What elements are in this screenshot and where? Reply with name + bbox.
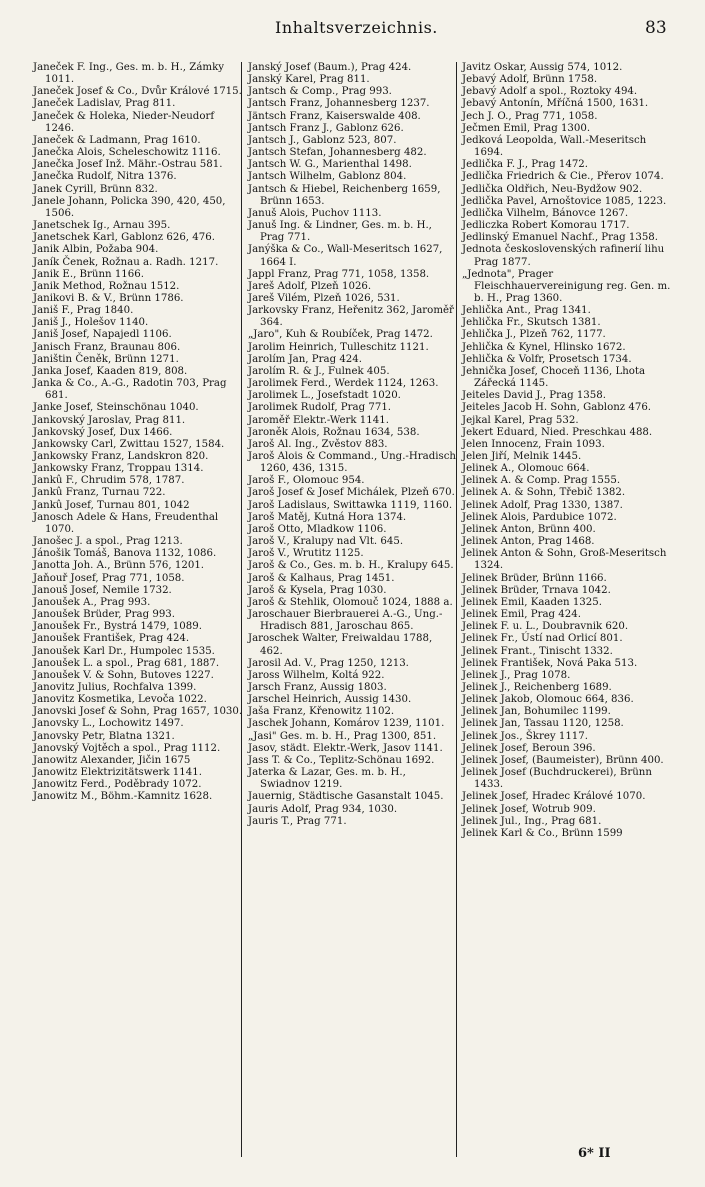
index-entry: Janečka Rudolf, Nitra 1376. — [33, 171, 177, 183]
index-entry: Jantsch Stefan, Johannesberg 482. — [248, 147, 427, 159]
index-entry: Jankowsky Franz, Troppau 1314. — [33, 463, 204, 475]
index-entry: Jelinek A., Olomouc 664. — [462, 463, 590, 475]
index-entry: Jelinek Jakob, Olomouc 664, 836. — [462, 694, 634, 706]
index-entry: Jaroš & Kalhaus, Prag 1451. — [248, 572, 395, 584]
index-entry: Jantsch & Comp., Prag 993. — [248, 86, 392, 98]
index-entry: Jantsch Franz, Johannesberg 1237. — [248, 98, 430, 110]
index-entry: Jebavý Adolf a spol., Roztoky 494. — [462, 86, 638, 98]
index-entry: Jelinek Josef, Wotrub 909. — [462, 803, 596, 815]
index-entry: Janovitz Julius, Rochfalva 1399. — [33, 681, 197, 693]
index-entry: Jelinek Josef, Beroun 396. — [462, 742, 596, 754]
index-entry: Jaroš Ladislaus, Swittawka 1119, 1160. — [248, 499, 453, 511]
index-entry: Jaschek Johann, Komárov 1239, 1101. — [248, 718, 445, 730]
index-entry: Janeček & Holeka, Nieder-Neudorf 1246. — [33, 110, 215, 134]
index-entry: Jeiteles Jacob H. Sohn, Gablonz 476. — [462, 402, 652, 414]
index-entry: Jelinek Alois, Pardubice 1072. — [462, 511, 617, 523]
index-entry: Jarolimek Rudolf, Prag 771. — [248, 402, 392, 414]
index-entry: Janoušek Karl Dr., Humpolec 1535. — [33, 645, 215, 657]
index-entry: Janka & Co., A.-G., Radotin 703, Prag 681. — [33, 378, 227, 402]
index-entry: Janele Johann, Policka 390, 420, 450, 1506. — [33, 195, 226, 219]
index-entry: Jasov, städt. Elektr.-Werk, Jasov 1141. — [248, 742, 443, 754]
index-entry: Jelinek Brüder, Trnava 1042. — [462, 584, 611, 596]
index-entry: Jarolimek L., Josefstadt 1020. — [248, 390, 401, 402]
index-entry: Janiš Josef, Napajedl 1106. — [33, 329, 172, 341]
index-entry: Jelinek J., Reichenberg 1689. — [462, 681, 612, 693]
column-divider — [456, 62, 457, 1157]
index-entry: Janošec J. a spol., Prag 1213. — [33, 536, 183, 548]
index-entry: Jarkovsky Franz, Heřenitz 362, Jaroměř 364. — [248, 305, 454, 329]
index-entry: Jebavý Adolf, Brünn 1758. — [462, 74, 598, 86]
index-entry: Janoušek L. a spol., Prag 681, 1887. — [33, 657, 220, 669]
index-entry: Jelinek Josef, Hradec Králové 1070. — [462, 791, 646, 803]
index-entry: Jass T. & Co., Teplitz-Schönau 1692. — [248, 754, 435, 766]
index-entry: Jelinek Jos., Škrey 1117. — [462, 730, 589, 742]
index-entry: Jelinek A. & Sohn, Třebič 1382. — [462, 487, 626, 499]
index-entry: Jaroš Matěj, Kutná Hora 1374. — [248, 511, 407, 523]
index-entry: Jelinek Emil, Kaaden 1325. — [462, 596, 602, 608]
index-entry: Janík Čenek, Rožnau a. Radh. 1217. — [33, 256, 219, 268]
index-entry: Jareš Adolf, Plzeň 1026. — [248, 280, 372, 292]
index-entry: Jelinek Brüder, Brünn 1166. — [462, 572, 607, 584]
index-entry: Jaroš & Stehlik, Olomouč 1024, 1888 a. — [248, 596, 453, 608]
index-entry: „Jednota", Prager Fleischhauervereinigung reg. Gen. m. b. H., Prag 1360. — [462, 268, 671, 304]
index-entry: Jappl Franz, Prag 771, 1058, 1358. — [248, 268, 430, 280]
index-entry: Jaroš Alois & Command., Ung.-Hradisch 1260, 436, 1315. — [248, 451, 456, 475]
index-entry: Jaroš & Kysela, Prag 1030. — [248, 584, 387, 596]
index-entry: Jedlička Vilhelm, Bánovce 1267. — [462, 207, 629, 219]
index-entry: Jedková Leopolda, Wall.-Meseritsch 1694. — [462, 134, 647, 159]
index-entry: Janoušek Fr., Bystrá 1479, 1089. — [33, 621, 202, 633]
index-entry: Ječmen Emil, Prag 1300. — [462, 122, 591, 134]
index-entry: Janik Method, Rožnau 1512. — [33, 280, 180, 292]
index-entry: Jekert Eduard, Nied. Preschkau 488. — [462, 426, 653, 438]
index-entry: Jaross Wilhelm, Koltá 922. — [248, 669, 385, 681]
index-entry: Janoušek A., Prag 993. — [33, 596, 151, 608]
index-entry: Janouš Josef, Nemile 1732. — [33, 584, 172, 596]
column-divider — [241, 62, 242, 1157]
index-entry: Janeček & Ladmann, Prag 1610. — [33, 134, 201, 146]
index-entry: Jelinek Anton & Sohn, Groß-Meseritsch 1324. — [462, 548, 667, 572]
index-entry: Jelinek František, Nová Paka 513. — [462, 657, 638, 669]
index-entry: Jarolím R. & J., Fulnek 405. — [248, 365, 390, 377]
index-entry: Jelinek Karl & Co., Brünn 1599 — [462, 827, 623, 839]
index-entry: Jejkal Karel, Prag 532. — [462, 414, 579, 426]
index-entry: Jauris T., Prag 771. — [248, 815, 347, 827]
index-entry: Jarsch Franz, Aussig 1803. — [248, 681, 387, 693]
index-entry: Jánošik Tomáš, Banova 1132, 1086. — [33, 548, 217, 560]
index-entry: Jech J. O., Prag 771, 1058. — [462, 110, 598, 122]
index-entry: Jankû Franz, Turnau 722. — [33, 487, 166, 499]
index-entry: Jehlička & Volfr, Prosetsch 1734. — [462, 353, 632, 365]
index-entry: Jarschel Heinrich, Aussig 1430. — [248, 694, 412, 706]
index-entry: Jelinek Jan, Bohumilec 1199. — [462, 706, 611, 718]
index-entry: Janský Josef (Baum.), Prag 424. — [248, 62, 412, 73]
index-entry: Janisch Franz, Braunau 806. — [33, 341, 181, 353]
index-entry: Janiš F., Prag 1840. — [33, 305, 134, 317]
index-entry: Janeček F. Ing., Ges. m. b. H., Zámky 1011. — [33, 62, 225, 86]
index-entry: Jarolim Heinrich, Tulleschitz 1121. — [248, 341, 429, 353]
index-entry: Jankowsky Franz, Landskron 820. — [33, 451, 209, 462]
index-entry: Janetschek Karl, Gablonz 626, 476. — [33, 232, 215, 244]
index-entry: Janoušek Brüder, Prag 993. — [33, 609, 176, 621]
index-entry: Jarolimek Ferd., Werdek 1124, 1263. — [248, 378, 439, 390]
index-entry: Jelen Jiří, Melnik 1445. — [462, 451, 582, 462]
index-entry: Jehlička & Kynel, Hlinsko 1672. — [462, 341, 626, 353]
index-entry: Jaroš V., Wrutitz 1125. — [248, 548, 364, 560]
index-entry: Janovsky Petr, Blatna 1321. — [33, 730, 175, 742]
index-entry: Jelinek Josef (Buchdruckerei), Brünn 1433. — [462, 767, 652, 791]
index-entry: Jaroš Al. Ing., Zvěstov 883. — [248, 438, 388, 450]
index-entry: Janiš J., Holešov 1140. — [33, 317, 149, 329]
index-entry: Jankû Josef, Turnau 801, 1042 — [33, 499, 190, 511]
index-entry: Janowitz M., Böhm.-Kamnitz 1628. — [33, 791, 213, 803]
index-entry: Jankû F., Chrudim 578, 1787. — [33, 475, 185, 487]
index-entry: Jedlička Friedrich & Cie., Přerov 1074. — [462, 171, 664, 183]
index-entry: Jelinek Anton, Prag 1468. — [462, 536, 595, 548]
index-entry: Janečka Josef Inž. Mähr.-Ostrau 581. — [33, 159, 223, 171]
index-entry: Jelinek Anton, Brünn 400. — [462, 523, 596, 535]
page-title: Inhaltsverzeichnis. — [275, 18, 438, 37]
page-number: 83 — [645, 18, 667, 38]
index-column-3 — [462, 62, 677, 840]
index-entry: Jankovský Jaroslav, Prag 811. — [33, 414, 186, 426]
index-column-2 — [248, 62, 458, 828]
index-entry: Jelinek Jan, Tassau 1120, 1258. — [462, 718, 624, 730]
index-entry: Janýška & Co., Wall-Meseritsch 1627, 1664 I. — [248, 244, 443, 268]
index-entry: Janeček Ladislav, Prag 811. — [33, 98, 176, 110]
index-entry: Janovitz Kosmetika, Levoča 1022. — [33, 694, 207, 706]
index-entry: Jebavý Antonín, Mříčná 1500, 1631. — [462, 98, 649, 110]
index-entry: Jelinek J., Prag 1078. — [462, 669, 571, 681]
index-entry: Janoušek V. & Sohn, Butoves 1227. — [33, 669, 214, 681]
index-entry: Jehlička Fr., Skutsch 1381. — [462, 317, 601, 329]
index-entry: Jaroschek Walter, Freiwaldau 1788, 462. — [248, 633, 433, 657]
index-entry: Jelinek Adolf, Prag 1330, 1387. — [462, 499, 623, 511]
index-entry: „Jaro", Kuh & Roubíček, Prag 1472. — [248, 329, 433, 341]
index-entry: Jäntsch Franz, Kaiserswalde 408. — [248, 110, 421, 122]
index-entry: Januš Ing. & Lindner, Ges. m. b. H., Prag 771. — [248, 220, 432, 244]
index-entry: Jelinek Fr., Ústí nad Orlicí 801. — [462, 633, 623, 645]
index-entry: Jaroš Otto, Mladkow 1106. — [248, 523, 387, 535]
index-entry: Janowitz Ferd., Poděbrady 1072. — [33, 779, 202, 791]
index-entry: Jauernig, Städtische Gasanstalt 1045. — [248, 791, 444, 803]
index-entry: Jelinek Frant., Tinischt 1332. — [462, 645, 613, 657]
index-entry: Jelinek F. u. L., Doubravnik 620. — [462, 621, 629, 633]
index-entry: Jedlička Pavel, Arnoštovice 1085, 1223. — [462, 195, 667, 207]
index-entry: Jelinek Emil, Prag 424. — [462, 609, 581, 621]
index-entry: Jantsch Wilhelm, Gablonz 804. — [248, 171, 407, 183]
index-entry: Jaroschauer Bierbrauerei A.-G., Ung.-Hradisch 881, Jaroschau 865. — [248, 609, 443, 633]
index-entry: Jelen Innocenz, Frain 1093. — [462, 438, 605, 450]
page-header — [0, 12, 705, 42]
index-entry: Janetschek Ig., Arnau 395. — [33, 220, 171, 232]
index-entry: Jelinek Jul., Ing., Prag 681. — [462, 815, 602, 827]
index-entry: Jelinek A. & Comp. Prag 1555. — [462, 475, 621, 487]
index-entry: Jaroněk Alois, Rožnau 1634, 538. — [248, 426, 420, 438]
index-entry: Jantsch J., Gablonz 523, 807. — [248, 134, 397, 146]
index-entry: Jehlička J., Plzeň 762, 1177. — [462, 329, 606, 341]
index-entry: Jarosil Ad. V., Prag 1250, 1213. — [248, 657, 409, 669]
index-entry: Jaroš F., Olomouc 954. — [248, 475, 365, 487]
index-entry: Janský Karel, Prag 811. — [248, 74, 370, 86]
index-entry: Jantsch Franz J., Gablonz 626. — [248, 122, 404, 134]
index-entry: Jaša Franz, Křenowitz 1102. — [248, 706, 395, 718]
index-entry: Janke Josef, Steinschönau 1040. — [33, 402, 199, 414]
index-entry: Jankovský Josef, Dux 1466. — [33, 426, 173, 438]
index-entry: Jehnička Josef, Choceň 1136, Lhota Zářecká 1145. — [462, 365, 646, 390]
index-column-1 — [33, 62, 243, 804]
index-entry: Jeiteles David J., Prag 1358. — [462, 390, 606, 402]
index-entry: Janovský Vojtěch a spol., Prag 1112. — [33, 742, 221, 754]
index-entry: Januš Alois, Puchov 1113. — [248, 207, 382, 219]
index-entry: Janovski Josef & Sohn, Prag 1657, 1030. — [33, 706, 243, 718]
index-entry: Janowitz Alexander, Jičin 1675 — [33, 754, 191, 766]
index-entry: Jaroš V., Kralupy nad Vlt. 645. — [248, 536, 404, 548]
index-entry: Jaroměř Elektr.-Werk 1141. — [248, 414, 389, 426]
index-entry: Jauris Adolf, Prag 934, 1030. — [248, 803, 398, 815]
sheet-signature: 6* II — [578, 1146, 611, 1161]
index-entry: Janotta Joh. A., Brünn 576, 1201. — [33, 560, 205, 572]
index-entry: Janovsky L., Lochowitz 1497. — [33, 718, 184, 730]
index-entry: Janka Josef, Kaaden 819, 808. — [33, 365, 188, 377]
index-entry: Jedliczka Robert Komorau 1717. — [462, 220, 630, 232]
index-entry: Jedlinský Emanuel Nachf., Prag 1358. — [462, 232, 659, 244]
index-entry: Javitz Oskar, Aussig 574, 1012. — [462, 62, 623, 73]
index-entry: Jaroš Josef & Josef Michálek, Plzeň 670. — [248, 487, 455, 499]
index-entry: Jaterka & Lazar, Ges. m. b. H., Swiadnov 1219. — [248, 767, 406, 791]
index-entry: Janik E., Brünn 1166. — [33, 268, 144, 280]
index-entry: Janečka Alois, Scheleschowitz 1116. — [33, 147, 221, 159]
index-entry: Janosch Adele & Hans, Freudenthal 1070. — [33, 511, 219, 535]
index-entry: Janek Cyrill, Brünn 832. — [33, 183, 158, 195]
index-entry: Jaňouř Josef, Prag 771, 1058. — [33, 572, 185, 584]
index-entry: Janikovi B. & V., Brünn 1786. — [33, 292, 184, 304]
index-entry: Jaroš & Co., Ges. m. b. H., Kralupy 645. — [248, 560, 454, 572]
index-entry: Jarolím Jan, Prag 424. — [248, 353, 363, 365]
index-entry: Jehlička Ant., Prag 1341. — [462, 305, 591, 317]
index-entry: Jednota československých rafinerií lihu Prag 1877. — [462, 244, 665, 268]
index-entry: Jantsch & Hiebel, Reichenberg 1659, Brünn 1653. — [248, 183, 441, 207]
index-entry: Janištin Čeněk, Brünn 1271. — [33, 353, 179, 365]
index-entry: Janik Albin, Požaba 904. — [33, 244, 159, 256]
index-entry: Jedlička F. J., Prag 1472. — [462, 159, 589, 171]
index-entry: Jedlička Oldřich, Neu-Bydžow 902. — [462, 183, 643, 195]
index-entry: Jareš Vilém, Plzeň 1026, 531. — [248, 292, 400, 304]
index-entry: Janoušek František, Prag 424. — [33, 633, 190, 645]
index-entry: „Jasi" Ges. m. b. H., Prag 1300, 851. — [248, 730, 437, 742]
index-entry: Jelinek Josef, (Baumeister), Brünn 400. — [462, 754, 664, 766]
index-entry: Janowitz Elektrizitätswerk 1141. — [33, 767, 202, 779]
index-entry: Janeček Josef & Co., Dvůr Králové 1715. — [33, 86, 242, 98]
index-entry: Jantsch W. G., Marienthal 1498. — [248, 159, 412, 171]
index-entry: Jankowsky Carl, Zwittau 1527, 1584. — [33, 438, 225, 450]
